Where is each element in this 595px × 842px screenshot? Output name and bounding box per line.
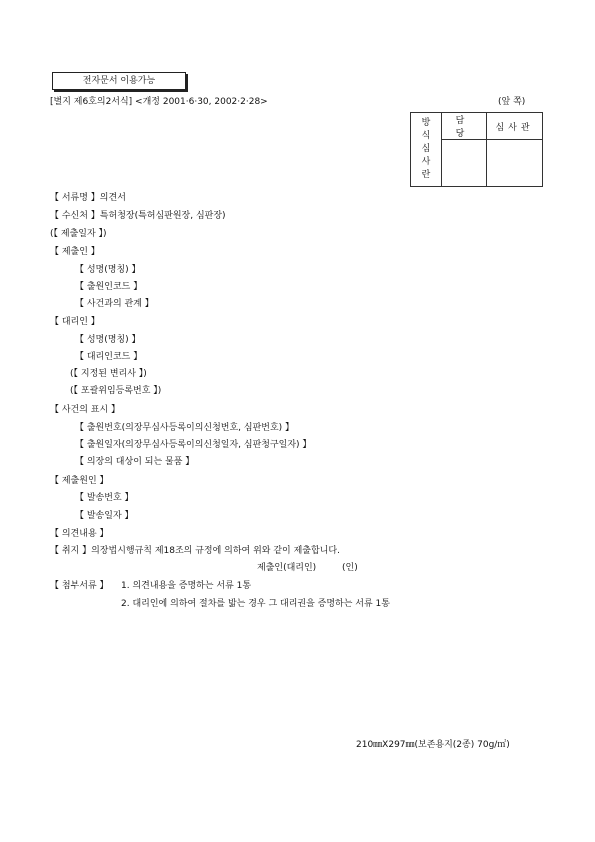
- paper-spec: 210㎜X297㎜(보존용지(2종) 70g/㎡): [356, 740, 510, 750]
- approval-examiner-sign: [487, 140, 543, 187]
- field-attachment-1: 1. 의견내용을 증명하는 서류 1통: [121, 581, 252, 591]
- field-doc-name: 【 서류명 】의견서: [50, 193, 126, 203]
- field-case-app-date: 【 출원일자(의장무심사등록이의신청일자, 심판청구일자) 】: [75, 440, 312, 450]
- electronic-doc-label: 전자문서 이용가능: [52, 72, 186, 90]
- field-purpose: 【 취지 】의장법시행규칙 제18조의 규정에 의하여 위와 같이 제출합니다.: [50, 546, 340, 556]
- field-agent-attorney: (【 지정된 변리사 】): [70, 369, 147, 379]
- field-agent: 【 대리인 】: [50, 317, 100, 327]
- front-side-label: (앞 쪽): [498, 97, 526, 107]
- field-submitter-code: 【 출원인코드 】: [75, 282, 143, 292]
- approval-table: [410, 112, 543, 187]
- field-attachment-2: 2. 대리인에 의하여 절차를 밟는 경우 그 대리권을 증명하는 서류 1통: [121, 599, 390, 609]
- field-case-app-no: 【 출원번호(의장무심사등록이의신청번호, 심판번호) 】: [75, 423, 295, 433]
- field-submitter: 【 제출인 】: [50, 247, 100, 257]
- approval-officer-sign: [442, 140, 487, 187]
- field-submitter-name: 【 성명(명칭) 】: [75, 265, 141, 275]
- field-attachments: 【 첨부서류 】: [50, 581, 109, 591]
- field-case-article: 【 의장의 대상이 되는 물품 】: [75, 457, 195, 467]
- field-reason: 【 제출원인 】: [50, 476, 109, 486]
- field-case: 【 사건의 표시 】: [50, 405, 121, 415]
- field-seal: (인): [342, 563, 358, 573]
- approval-col-examiner: 심사관: [487, 113, 543, 140]
- field-reason-date: 【 발송일자 】: [75, 511, 134, 521]
- form-reference: [별지 제6호의2서식] <개정 2001·6·30, 2002·2·28>: [50, 97, 268, 107]
- approval-col-officer: 담 당: [442, 113, 487, 140]
- field-agent-code: 【 대리인코드 】: [75, 352, 143, 362]
- field-submit-date: (【 제출일자 】): [50, 229, 107, 239]
- field-content: 【 의견내용 】: [50, 529, 109, 539]
- field-agent-name: 【 성명(명칭) 】: [75, 335, 141, 345]
- field-signer: 제출인(대리인): [257, 563, 317, 573]
- field-reason-no: 【 발송번호 】: [75, 493, 134, 503]
- approval-side-label: 방 식 심 사 란: [411, 113, 442, 187]
- field-agent-power-reg: (【 포괄위임등록번호 】): [70, 386, 162, 396]
- field-submitter-relation: 【 사건과의 관계 】: [75, 299, 154, 309]
- field-recipient: 【 수신처 】특허청장(특허심판원장, 심판장): [50, 211, 226, 221]
